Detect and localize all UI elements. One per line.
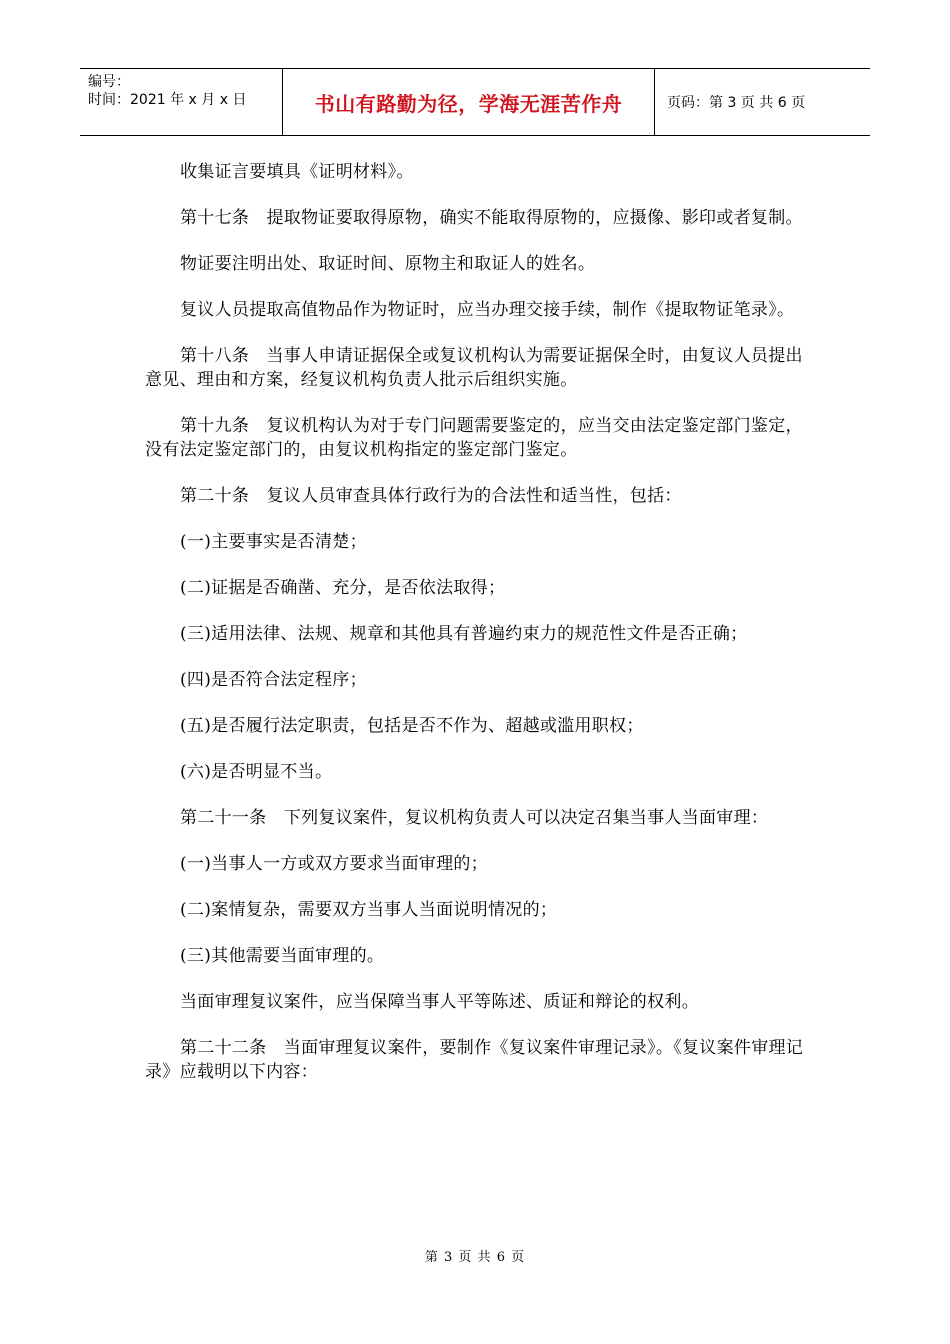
list-item: (三)适用法律、法规、规章和其他具有普遍约束力的规范性文件是否正确；: [180, 624, 748, 644]
document-body: [145, 150, 810, 1106]
paragraph: 物证要注明出处、取证时间、原物主和取证人的姓名。: [180, 254, 596, 274]
document-header: [80, 68, 870, 136]
list-item: (六)是否明显不当。: [180, 762, 333, 782]
paragraph: 第十九条 复议机构认为对于专门问题需要鉴定的，应当交由法定鉴定部门鉴定，没有法定鉴定部门的，由复议机构指定的鉴定部门鉴定。: [145, 416, 803, 460]
paragraph: 第二十条 复议人员审查具体行政行为的合法性和适当性，包括：: [180, 486, 682, 506]
paragraph: 第二十一条 下列复议案件，复议机构负责人可以决定召集当事人当面审理：: [180, 808, 769, 828]
paragraph: 第十七条 提取物证要取得原物，确实不能取得原物的，应摄像、影印或者复制。: [180, 208, 803, 228]
header-page-info: 页码：第 3 页 共 6 页: [667, 95, 806, 111]
list-item: (一)当事人一方或双方要求当面审理的；: [180, 854, 488, 874]
list-item: (三)其他需要当面审理的。: [180, 946, 385, 966]
paragraph: 当面审理复议案件，应当保障当事人平等陈述、质证和辩论的权利。: [180, 992, 699, 1012]
header-meta: [80, 69, 282, 135]
paragraph: 收集证言要填具《证明材料》。: [180, 162, 414, 182]
page-footer: 第 3 页 共 6 页: [424, 1250, 526, 1265]
paragraph: 复议人员提取高值物品作为物证时，应当办理交接手续，制作《提取物证笔录》。: [180, 300, 795, 320]
list-item: (二)案情复杂，需要双方当事人当面说明情况的；: [180, 900, 558, 920]
document-number-label: 编号：: [88, 74, 130, 90]
list-item: (二)证据是否确凿、充分，是否依法取得；: [180, 578, 506, 598]
document-date: 时间：2021 年 x 月 x 日: [88, 92, 247, 108]
paragraph: 第二十二条 当面审理复议案件，要制作《复议案件审理记录》。《复议案件审理记录》应载明以下内容：: [145, 1038, 804, 1082]
list-item: (一)主要事实是否清楚；: [180, 532, 367, 552]
paragraph: 第十八条 当事人申请证据保全或复议机构认为需要证据保全时，由复议人员提出意见、理由和方案，经复议机构负责人批示后组织实施。: [145, 346, 803, 390]
list-item: (五)是否履行法定职责，包括是否不作为、超越或滥用职权；: [180, 716, 644, 736]
list-item: (四)是否符合法定程序；: [180, 670, 367, 690]
header-motto: 书山有路勤为径，学海无涯苦作舟: [282, 69, 655, 135]
